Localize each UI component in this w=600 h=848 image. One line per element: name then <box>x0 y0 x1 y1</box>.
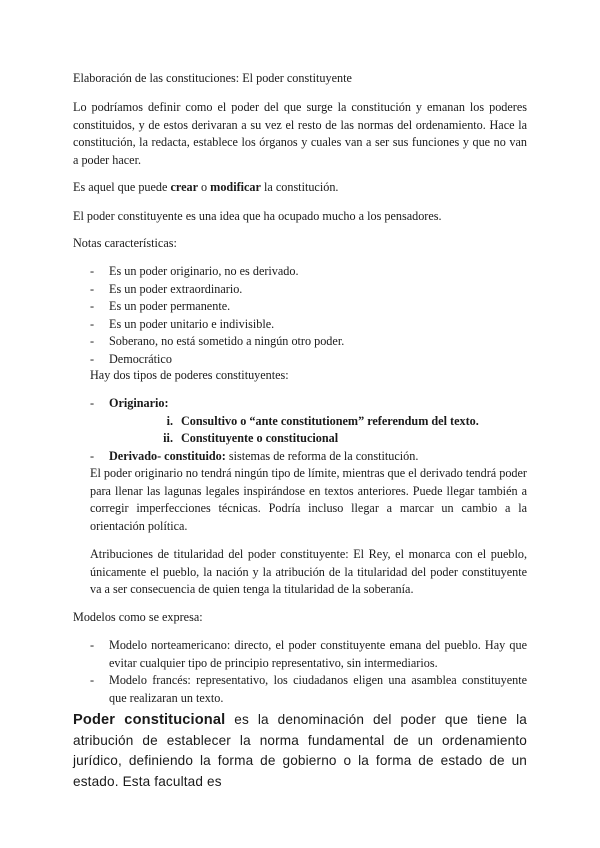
sublist-item: ii. Constituyente o constitucional <box>163 431 339 445</box>
list-item: - Es un poder extraordinario. <box>90 281 243 296</box>
idea-paragraph: El poder constituyente es una idea que ha ocupado mucho a los pensadores. <box>73 209 442 223</box>
poder-constitucional-term: Poder constitucional <box>73 712 226 728</box>
tipos-list <box>73 395 527 465</box>
list-item: - Soberano, no está sometido a ningún otro poder. <box>90 334 345 348</box>
list-item-originario: - Originario: i. Consultivo o “ante constitutionem” referendum del texto. ii. Constituyente o constitucional <box>73 395 527 448</box>
list-item: - Es un poder permanente. <box>90 299 231 313</box>
crear-bold: crear <box>170 180 198 194</box>
list-item: - Es un poder originario, no es derivado. <box>90 264 299 278</box>
modificar-bold: modificar <box>210 180 261 194</box>
modelos-list <box>73 637 527 707</box>
notas-label: Notas características: <box>73 236 177 250</box>
section-heading: Elaboración de las constituciones: El poder constituyente <box>73 71 352 85</box>
modelos-label: Modelos como se expresa: <box>73 610 203 624</box>
crear-after: la constitución. <box>260 180 339 194</box>
crear-before: Es aquel que puede <box>73 180 171 194</box>
derivado-label: Derivado- constituido: <box>109 448 226 463</box>
list-item: - Modelo francés: representativo, los ciudadanos eligen una asamblea constituyente que realizaran un texto. <box>90 673 527 705</box>
list-item: - Democrático <box>90 351 172 366</box>
originario-label: Originario: <box>109 396 169 410</box>
poder-constitucional-paragraph: Poder constitucional es la denominación del poder que tiene la atribución de establecer la norma fundamental de un ordenamiento jurídico, definiendo la forma de gobierno o la forma de estado de un estado. Esta facultad es <box>73 712 527 789</box>
crear-modificar-paragraph <box>73 179 527 197</box>
tipos-label: Hay dos tipos de poderes constituyentes: <box>90 368 289 382</box>
notas-list <box>73 263 527 368</box>
list-item: - Modelo norteamericano: directo, el poder constituyente emana del pueblo. Hay que evitar cualquier tipo de principio representativo, sin intermediarios. <box>90 638 527 670</box>
crear-middle: o <box>197 180 211 194</box>
originario-sublist <box>109 413 527 448</box>
intro-paragraph: Lo podríamos definir como el poder del que surge la constitución y emanan los poderes constituidos, y de estos derivaran a su vez el resto de las normas del ordenamiento. Hace la constitución, la redacta, establece los órganos y cuales van a ser sus funciones y que no van a poder hacer. <box>73 100 527 167</box>
list-item: - Es un poder unitario e indivisible. <box>90 316 275 331</box>
list-item-derivado: - Derivado- constituido: sistemas de reforma de la constitución. <box>90 448 419 463</box>
sublist-item: i. Consultivo o “ante constitutionem” referendum del texto. <box>166 413 479 428</box>
originario-paragraph: El poder originario no tendrá ningún tipo de límite, mientras que el derivado tendrá poder para llenar las lagunas legales inspirándose en textos anteriores. Puede llegar también a corregir imperfecciones técnicas. Podría incluso llegar a marcar un cambio a la orientación política. <box>90 466 527 533</box>
atribuciones-paragraph: Atribuciones de titularidad del poder constituyente: El Rey, el monarca con el pueblo, únicamente el pueblo, la nación y la atribución de la titularidad del poder constituyente va a ser consecuencia de quien tenga la titularidad de la soberanía. <box>90 547 527 596</box>
